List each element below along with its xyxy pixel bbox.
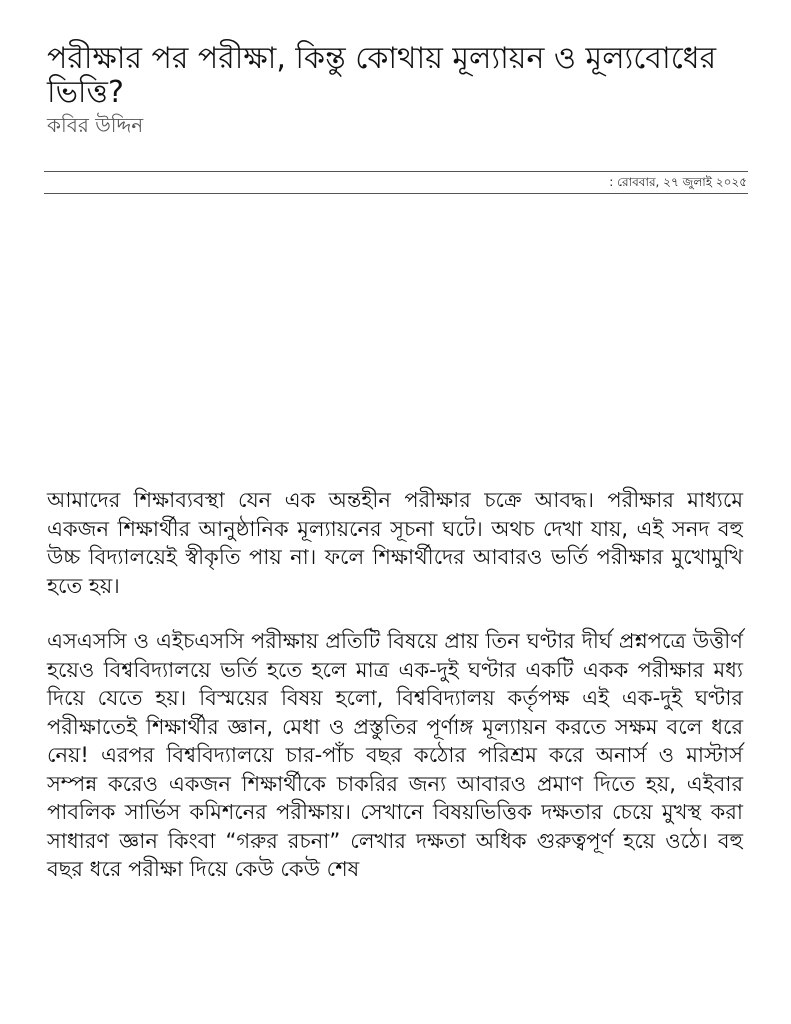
article-headline: পরীক্ষার পর পরীক্ষা, কিন্তু কোথায় মূল্যায়ন ও মূল্যবোধের ভিত্তি?: [47, 41, 717, 110]
publish-date: : রোববার, ২৭ জুলাই ২০২৫: [609, 175, 747, 189]
header-divider-top: [44, 171, 748, 172]
article-paragraph: আমাদের শিক্ষাব্যবস্থা যেন এক অন্তহীন পরীক্ষার চক্রে আবদ্ধ। পরীক্ষার মাধ্যমে একজন শিক্ষার্থীর আনুষ্ঠানিক মূল্যায়নের সূচনা ঘটে। অথচ দেখা যায়, এই সনদ বহু উচ্চ বিদ্যালয়েই স্বীকৃতি পায় না। ফলে শিক্ষার্থীদের আবারও ভর্তি পরীক্ষার মুখোমুখি হতে হয়।: [47, 488, 743, 598]
header-divider-bottom: [44, 193, 748, 194]
article-paragraph: এসএসসি ও এইচএসসি পরীক্ষায় প্রতিটি বিষয়ে প্রায় তিন ঘণ্টার দীর্ঘ প্রশ্নপত্রে উত্তীর্ণ হয়েও বিশ্ববিদ্যালয়ে ভর্তি হতে হলে মাত্র এক-দুই ঘণ্টার একটি একক পরীক্ষার মধ্য দিয়ে যেতে হয়। বিস্ময়ের বিষয় হলো, বিশ্ববিদ্যালয় কর্তৃপক্ষ এই এক-দুই ঘণ্টার পরীক্ষাতেই শিক্ষার্থীর জ্ঞান, মেধা ও প্রস্তুতির পূর্ণাঙ্গ মূল্যায়ন করতে সক্ষম বলে ধরে নেয়! এরপর বিশ্ববিদ্যালয়ে চার-পাঁচ বছর কঠোর পরিশ্রম করে অনার্স ও মাস্টার্স সম্পন্ন করেও একজন শিক্ষার্থীকে চাকরির জন্য আবারও প্রমাণ দিতে হয়, এইবার পাবলিক সার্ভিস কমিশনের পরীক্ষায়। সেখানে বিষয়ভিত্তিক দক্ষতার চেয়ে মুখস্থ করা সাধারণ জ্ঞান কিংবা “গরুর রচনা” লেখার দক্ষতা অধিক গুরুত্বপূর্ণ হয়ে ওঠে। বহু বছর ধরে পরীক্ষা দিয়ে কেউ কেউ শেষ: [47, 629, 743, 881]
article-author: কবির উদ্দিন: [47, 113, 144, 137]
image-placeholder: [44, 200, 748, 480]
article-body: [47, 486, 743, 911]
